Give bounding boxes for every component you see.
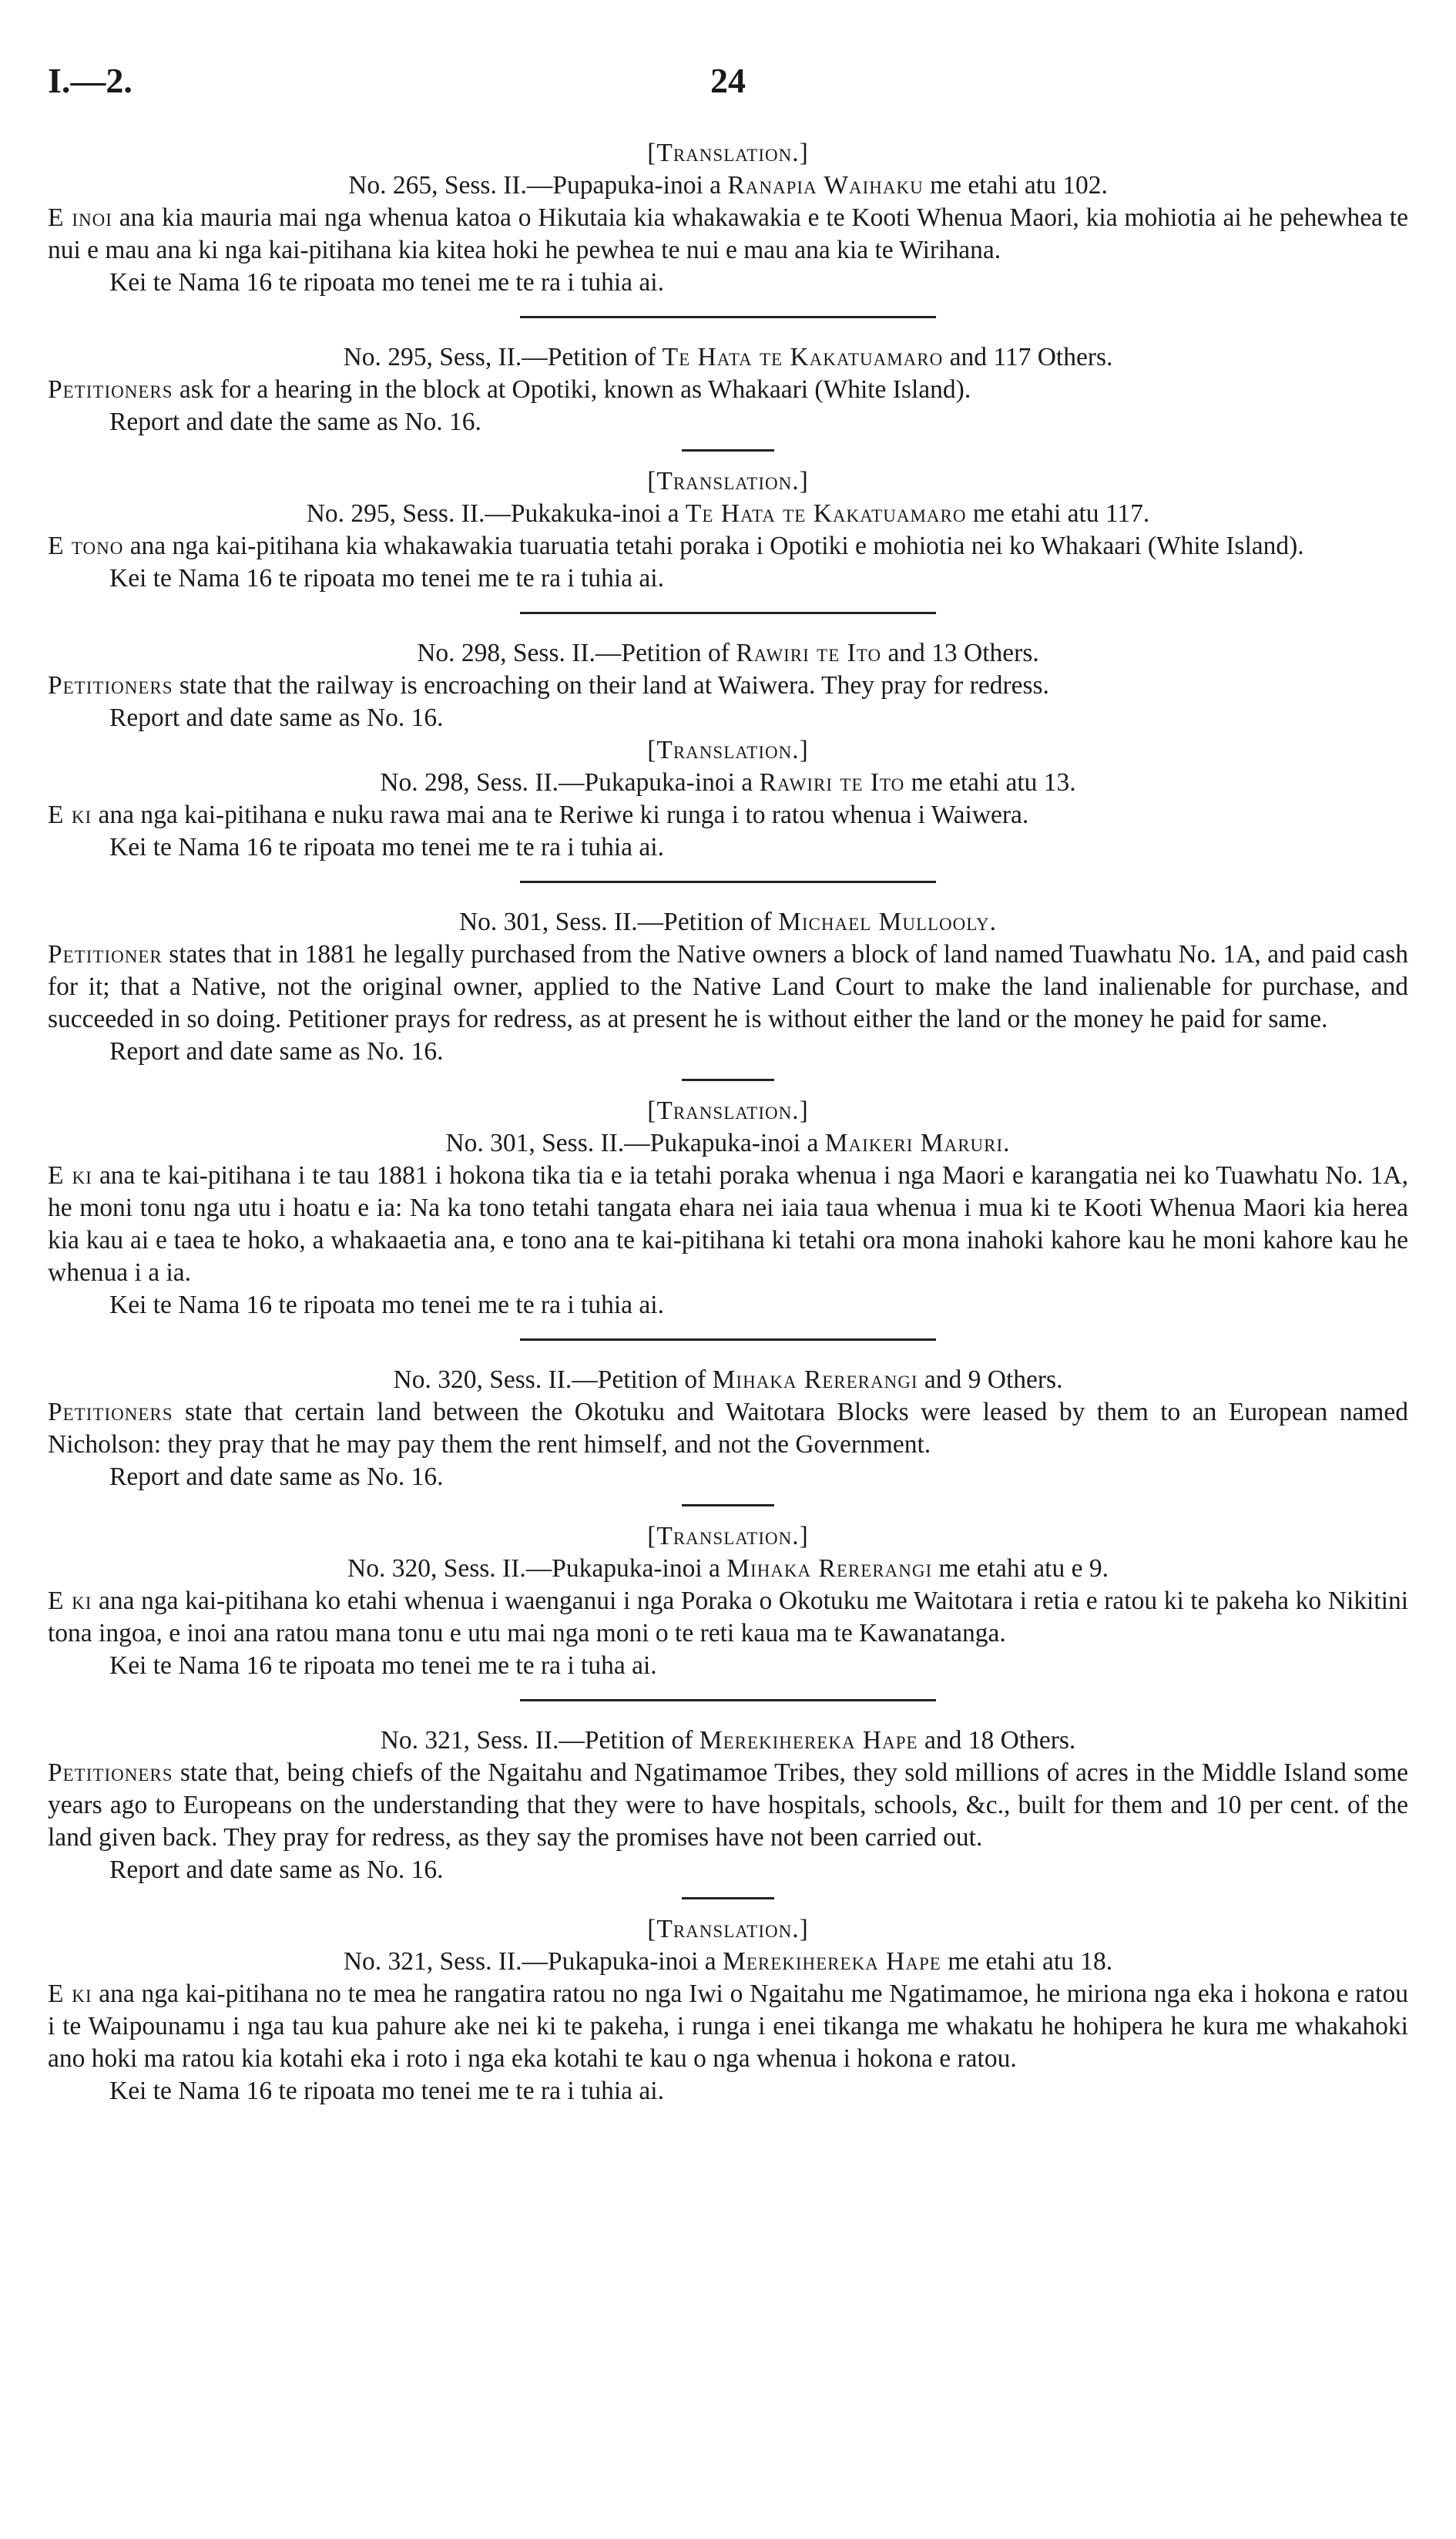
petition-title (48, 498, 1408, 530)
paragraph-text: state that, being chiefs of the Ngaitahu and Ngatimamoe Tribes, they sold millions of acres in the Middle Island some years ago to Europeans on the understanding that they were to have hospitals, schools, &c., built for them and 10 per cent. of the land given back. They pray for redress, as they say the promises have not been carried out. (48, 1758, 1408, 1852)
petition-paragraph (48, 1160, 1408, 1289)
paragraph-lead: E ki (48, 1161, 92, 1190)
document-reference: I.—2. (48, 61, 133, 100)
paragraph-lead: E ki (48, 1980, 92, 2008)
petitioner-name: Maikeri Maruri. (824, 1129, 1011, 1157)
paragraph-lead: E tono (48, 532, 124, 560)
paragraph-lead: E ki (48, 801, 92, 829)
petition-title (48, 1127, 1408, 1160)
petition-title-prefix: No. 320, Sess. II.—Pukapuka-inoi a (347, 1554, 727, 1583)
paragraph-text: ana nga kai-pitihana e nuku rawa mai ana te Reriwe ki runga i to ratou whenua i Waiwera. (92, 801, 1029, 829)
petition-paragraph (48, 1757, 1408, 1854)
petition-paragraph (48, 670, 1408, 702)
paragraph-text: ana te kai-pitihana i te tau 1881 i hokona tika tia e ia tetahi poraka whenua i nga Maori e karangatia nei ko Tuawhatu No. 1A, he moni tonu nga utu i hoatu e ia: Na ka tono tetahi tangata ehara nei iaia taua whenua i mua ki te Kooti Whenua Maori kia herea kia kau ai e taea te hoko, a whakaaetia ana, e tono ana te kai-pitihana ki tetahi ora mona inahoki kahore kau he moni kahore kau he whenua i a ia. (48, 1161, 1408, 1287)
petition-title (48, 1553, 1408, 1585)
paragraph-text: states that in 1881 he legally purchased from the Native owners a block of land named Tuawhatu No. 1A, and paid cash for it; that a Native, not the original owner, applied to the Native Land Court to make the land inalienable for purchase, and succeeded in so doing. Petitioner prays for redress, as at present he is without either the land or the money he paid for same. (48, 940, 1408, 1033)
report-note: Report and date same as No. 16. (109, 1856, 444, 1884)
translation-label: [Translation.] (647, 1097, 809, 1125)
paragraph-text: state that certain land between the Okotuku and Waitotara Blocks were leased by them to an European named Nicholson: they pray that he may pay them the rent himself, and not the Government. (48, 1398, 1408, 1459)
petition-title-suffix: me etahi atu 18. (941, 1947, 1113, 1976)
paragraph-lead: Petitioner (48, 940, 163, 969)
petition-paragraph (48, 1978, 1408, 2075)
petition-title (48, 1725, 1408, 1757)
report-note: Report and date same as No. 16. (109, 704, 444, 732)
petition-paragraph (48, 1585, 1408, 1650)
petition-title (48, 1946, 1408, 1978)
page-header (48, 60, 1408, 106)
report-note: Report and date same as No. 16. (109, 1463, 444, 1491)
report-note: Report and date same as No. 16. (109, 1037, 444, 1066)
report-note: Kei te Nama 16 te ripoata mo tenei me te ra i tuhia ai. (109, 833, 664, 861)
translation-label: [Translation.] (647, 139, 809, 167)
paragraph-lead: Petitioners (48, 1398, 173, 1426)
petitioner-name: Ranapia Waihaku (727, 171, 924, 200)
petition-title-prefix: No. 298, Sess. II.—Petition of (417, 639, 736, 667)
petition-title-suffix: me etahi atu 102. (923, 171, 1108, 200)
section-divider (682, 1079, 774, 1081)
petitioner-name: Mihaka Rererangi (726, 1554, 933, 1583)
petition-title-prefix: No. 301, Sess. II.—Pukapuka-inoi a (445, 1129, 825, 1157)
translation-label: [Translation.] (647, 736, 809, 764)
report-note: Kei te Nama 16 te ripoata mo tenei me te ra i tuha ai. (109, 1651, 657, 1680)
petition-title-prefix: No. 320, Sess. II.—Petition of (393, 1365, 713, 1394)
report-note: Kei te Nama 16 te ripoata mo tenei me te ra i tuhia ai. (109, 268, 664, 297)
petition-title-prefix: No. 295, Sess. II.—Pukakuka-inoi a (306, 499, 686, 528)
petition-title-suffix: me etahi atu 117. (966, 499, 1150, 528)
petition-title (48, 1364, 1408, 1396)
petition-title-prefix: No. 295, Sess, II.—Petition of (343, 343, 663, 371)
paragraph-text: ana nga kai-pitihana no te mea he rangatira ratou no nga Iwi o Ngaitahu me Ngatimamoe, he miriona nga eka i hokona e ratou i te Waipounamu i nga tau kua pahure ake nei ki te pakeha, i runga i enei tikanga me whakatu he hohipera he kura me whakahoki ano hoki ma ratou kia kotahi eka i roto i nga eka kotahi te kau o nga whenua i hokona e ratou. (48, 1980, 1408, 2073)
paragraph-text: ana nga kai-pitihana ko etahi whenua i waenganui i nga Poraka o Okotuku me Waitotara i retia e ratou ki te pakeha ko Nikitini tona ingoa, e inoi ana ratou mana tonu e utu mai nga moni o te reti kaua ma te Kawanatanga. (48, 1587, 1408, 1647)
petitioner-name: Te Hata te Kakatuamaro (662, 343, 944, 371)
petition-title (48, 170, 1408, 202)
paragraph-lead: Petitioners (48, 1758, 173, 1787)
section-divider (682, 1504, 774, 1506)
section-divider (682, 449, 774, 452)
petition-title (48, 767, 1408, 799)
petitioner-name: Mihaka Rererangi (712, 1365, 918, 1394)
petition-title (48, 637, 1408, 670)
section-divider (520, 316, 936, 318)
petition-paragraph (48, 799, 1408, 831)
paragraph-lead: Petitioners (48, 375, 173, 404)
section-divider (520, 612, 936, 614)
petitioner-name: Rawiri te Ito (759, 768, 905, 797)
paragraph-lead: E inoi (48, 203, 112, 232)
translation-label: [Translation.] (647, 1915, 809, 1943)
petitioner-name: Te Hata te Kakatuamaro (685, 499, 967, 528)
petition-title-suffix: and 13 Others. (881, 639, 1039, 667)
petition-title-suffix: and 9 Others. (918, 1365, 1063, 1394)
petitioner-name: Michael Mullooly. (778, 908, 998, 936)
petition-title-prefix: No. 301, Sess. II.—Petition of (458, 908, 779, 936)
petitioner-name: Merekihereka Hape (723, 1947, 941, 1976)
petition-title-suffix: and 18 Others. (918, 1726, 1076, 1755)
petition-paragraph (48, 374, 1408, 406)
paragraph-text: state that the railway is encroaching on their land at Waiwera. They pray for redress. (173, 671, 1049, 700)
report-note: Kei te Nama 16 te ripoata mo tenei me te ra i tuhia ai. (109, 1291, 664, 1319)
petitioner-name: Merekihereka Hape (699, 1726, 918, 1755)
petition-title (48, 906, 1408, 939)
translation-label: [Translation.] (647, 1522, 809, 1550)
report-note: Kei te Nama 16 te ripoata mo tenei me te ra i tuhia ai. (109, 564, 664, 593)
petition-title-prefix: No. 321, Sess. II.—Pukapuka-inoi a (343, 1947, 723, 1976)
petition-paragraph (48, 1396, 1408, 1461)
petition-title-suffix: me etahi atu e 9. (932, 1554, 1109, 1583)
section-divider (520, 1338, 936, 1341)
paragraph-text: ana kia mauria mai nga whenua katoa o Hikutaia kia whakawakia e te Kooti Whenua Maori, kia mohiotia ai he pehewhea te nui e mau ana ki nga kai-pitihana kia kitea hoki he pewhea te nui e mau ana kia te Wirihana. (48, 203, 1408, 264)
section-divider (682, 1897, 774, 1899)
report-note: Kei te Nama 16 te ripoata mo tenei me te ra i tuhia ai. (109, 2077, 664, 2105)
translation-label: [Translation.] (647, 467, 809, 495)
page-number: 24 (710, 61, 746, 100)
paragraph-lead: Petitioners (48, 671, 173, 700)
paragraph-text: ana nga kai-pitihana kia whakawakia tuaruatia tetahi poraka i Opotiki e mohiotia nei ko Whakaari (White Island). (123, 532, 1304, 560)
petition-paragraph (48, 939, 1408, 1036)
paragraph-text: ask for a hearing in the block at Opotiki, known as Whakaari (White Island). (173, 375, 971, 404)
document-body (48, 137, 1408, 2107)
petition-title-prefix: No. 298, Sess. II.—Pukapuka-inoi a (380, 768, 760, 797)
section-divider (520, 1699, 936, 1701)
paragraph-lead: E ki (48, 1587, 92, 1615)
petition-title-prefix: No. 265, Sess. II.—Pupapuka-inoi a (348, 171, 728, 200)
petition-title-suffix: and 117 Others. (943, 343, 1113, 371)
petition-title-prefix: No. 321, Sess. II.—Petition of (380, 1726, 699, 1755)
petition-paragraph (48, 530, 1408, 563)
report-note: Report and date the same as No. 16. (109, 408, 481, 436)
petitioner-name: Rawiri te Ito (736, 639, 882, 667)
petition-title (48, 341, 1408, 374)
petition-title-suffix: me etahi atu 13. (904, 768, 1076, 797)
section-divider (520, 881, 936, 883)
petition-paragraph (48, 202, 1408, 267)
